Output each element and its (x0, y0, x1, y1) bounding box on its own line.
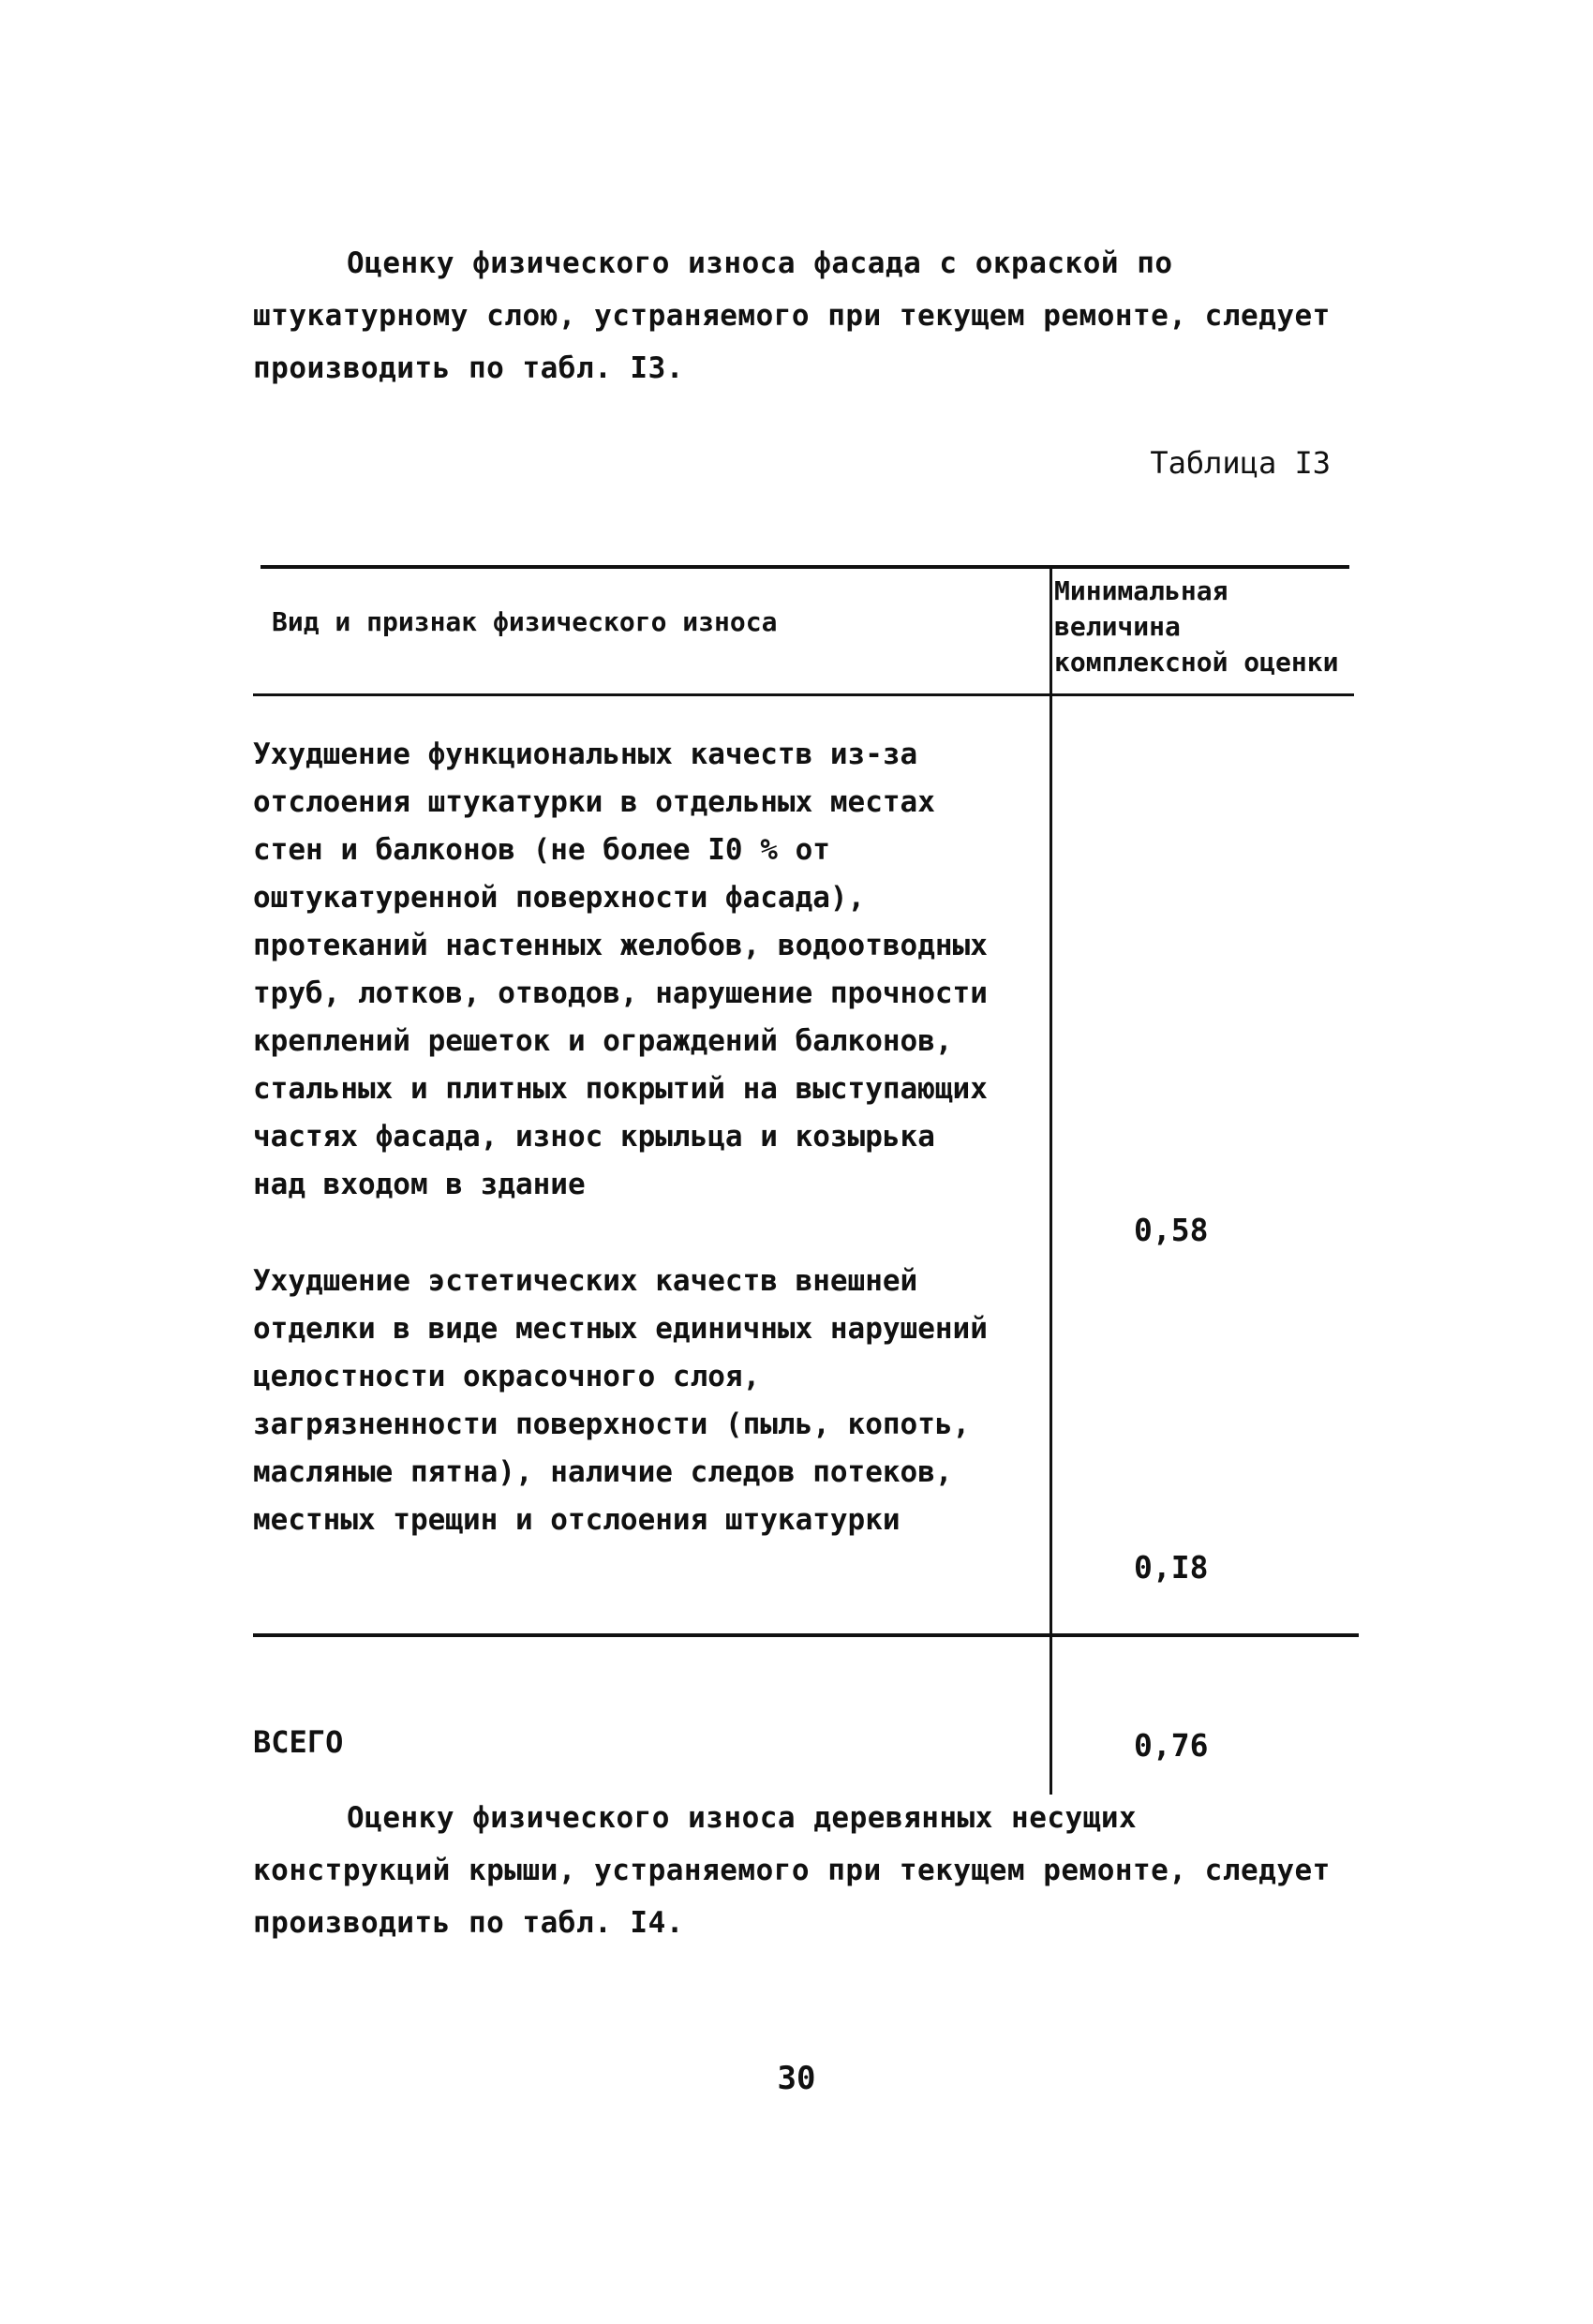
table-total-label: ВСЕГО (253, 1724, 344, 1760)
table-row-1-description: Ухудшение функциональных качеств из-за отслоения штукатурки в отдельных местах стен и балконов (не более I0 % от оштукатуренной поверхности фасада), протеканий настенных желобов, водоотводных труб, лотков, отводов, нарушение прочности креплений решеток и ограждений балконов, стальных и плитных покрытий на выступающих частях фасада, износ крыльца и козырька над входом в здание (253, 737, 988, 1201)
page-number: 30 (777, 2060, 816, 2097)
table-total-value: 0,76 (1134, 1727, 1209, 1764)
table-header-description: Вид и признак физического износа (272, 606, 778, 637)
table-column-divider (1050, 567, 1052, 1795)
table-header-min-value: Минимальная величина комплексной оценки (1054, 575, 1339, 678)
outro-paragraph-text: Оценку физического износа деревянных несущих конструкций крыши, устраняемого при текущем ремонте, следует производить по табл. I4. (253, 1801, 1331, 1940)
table-top-rule (261, 565, 1349, 569)
intro-paragraph-text: Оценку физического износа фасада с окраской по штукатурному слою, устраняемого при текущем ремонте, следует производить по табл. I3. (253, 246, 1331, 385)
table-body-bottom-rule (253, 1633, 1359, 1637)
table-row-2-description: Ухудшение эстетических качеств внешней отделки в виде местных единичных нарушений целостности окрасочного слоя, загрязненности поверхности (пыль, копоть, масляные пятна), наличие следов потеков, местных трещин и отслоения штукатурки (253, 1264, 988, 1537)
table-row-1-value: 0,58 (1134, 1212, 1209, 1248)
table-header-rule (253, 693, 1354, 696)
outro-paragraph (253, 1792, 1340, 1949)
intro-paragraph (253, 237, 1340, 395)
table-caption: Таблица I3 (1150, 445, 1331, 481)
table-row-2-value: 0,I8 (1134, 1549, 1209, 1586)
